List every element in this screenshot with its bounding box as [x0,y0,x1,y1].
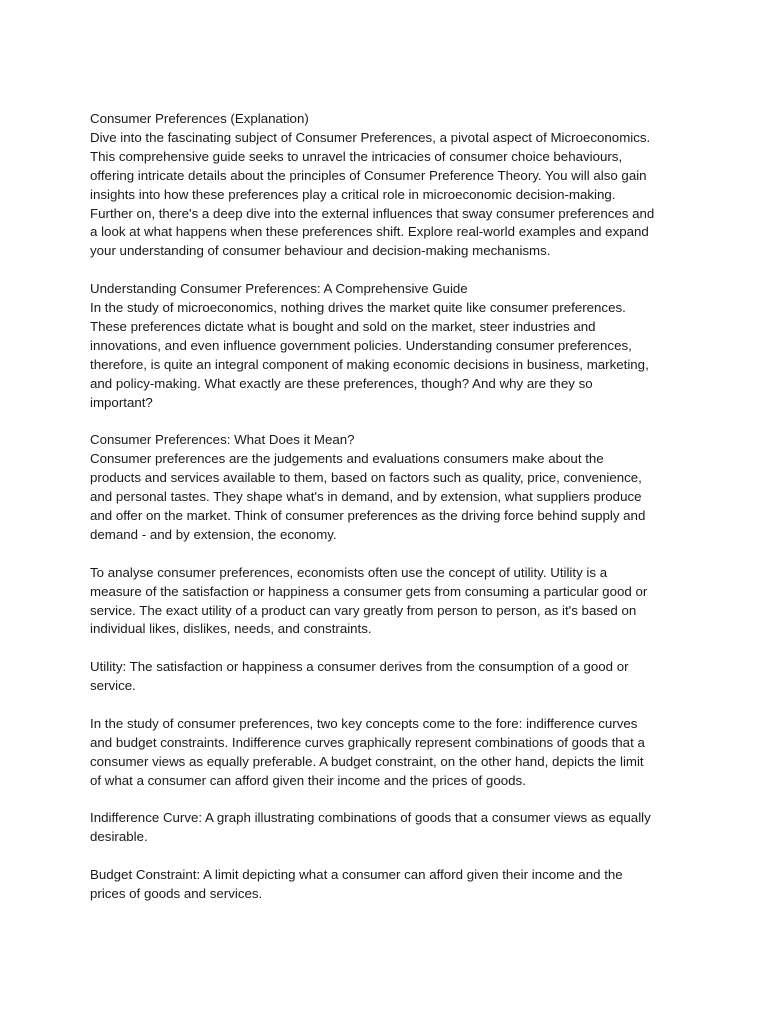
definition-utility [90,658,682,696]
section-heading: Understanding Consumer Preferences: A Comprehensive Guide [90,281,468,297]
section-utility-intro [90,564,682,640]
section-comprehensive-guide [90,280,682,412]
text-line: service. The exact utility of a product can vary greatly from person to person, as it's based on [90,602,637,618]
text-line: These preferences dictate what is bought and sold on the market, steer industries and [90,318,596,334]
text-line: and personal tastes. They shape what's in demand, and by extension, what suppliers produce [90,489,642,505]
text-line: Dive into the fascinating subject of Consumer Preferences, a pivotal aspect of Microeconomics. [90,129,651,145]
section-intro [90,110,682,261]
definition-budget-constraint [90,866,682,904]
text-line: Consumer preferences are the judgements and evaluations consumers make about the [90,451,604,467]
text-line: innovations, and even influence government policies. Understanding consumer preferences, [90,337,632,353]
text-line: individual likes, dislikes, needs, and constraints. [90,621,372,637]
text-line: offering intricate details about the principles of Consumer Preference Theory. You will also gain [90,167,647,183]
text-line: important? [90,394,153,410]
document-page [90,110,682,923]
text-line: In the study of consumer preferences, two key concepts come to the fore: indifference curves [90,715,638,731]
text-line: therefore, is quite an integral component of making economic decisions in business, marketing, [90,356,649,372]
section-key-concepts [90,715,682,791]
text-line: In the study of microeconomics, nothing drives the market quite like consumer preferences. [90,300,626,316]
text-line: of what a consumer can afford given their income and the prices of goods. [90,772,526,788]
text-line: Utility: The satisfaction or happiness a consumer derives from the consumption of a good or [90,659,629,675]
text-line: prices of goods and services. [90,886,263,902]
section-meaning [90,431,682,544]
document-title: Consumer Preferences (Explanation) [90,111,309,126]
text-line: Indifference Curve: A graph illustrating combinations of goods that a consumer views as equally [90,810,651,826]
text-line: This comprehensive guide seeks to unravel the intricacies of consumer choice behaviours, [90,148,623,164]
text-line: measure of the satisfaction or happiness a consumer gets from consuming a particular good or [90,583,648,599]
text-line: To analyse consumer preferences, economists often use the concept of utility. Utility is a [90,564,608,580]
definition-indifference-curve [90,809,682,847]
text-line: Further on, there's a deep dive into the external influences that sway consumer preferences and [90,205,655,221]
text-line: insights into how these preferences play a critical role in microeconomic decision-making. [90,186,616,202]
text-line: consumer views as equally preferable. A budget constraint, on the other hand, depicts the limit [90,753,644,769]
text-line: desirable. [90,829,148,845]
text-line: and policy-making. What exactly are these preferences, though? And why are they so [90,375,593,391]
text-line: and offer on the market. Think of consumer preferences as the driving force behind supply and [90,508,646,523]
text-line: products and services available to them, based on factors such as quality, price, convenience, [90,470,642,486]
text-line: your understanding of consumer behaviour and decision-making mechanisms. [90,243,551,259]
text-line: a look at what happens when these preferences shift. Explore real-world examples and expand [90,224,649,240]
section-heading: Consumer Preferences: What Does it Mean? [90,432,355,448]
text-line: and budget constraints. Indifference curves graphically represent combinations of goods that a [90,734,645,750]
text-line: demand - and by extension, the economy. [90,526,337,542]
text-line: service. [90,678,136,694]
text-line: Budget Constraint: A limit depicting what a consumer can afford given their income and the [90,867,623,883]
